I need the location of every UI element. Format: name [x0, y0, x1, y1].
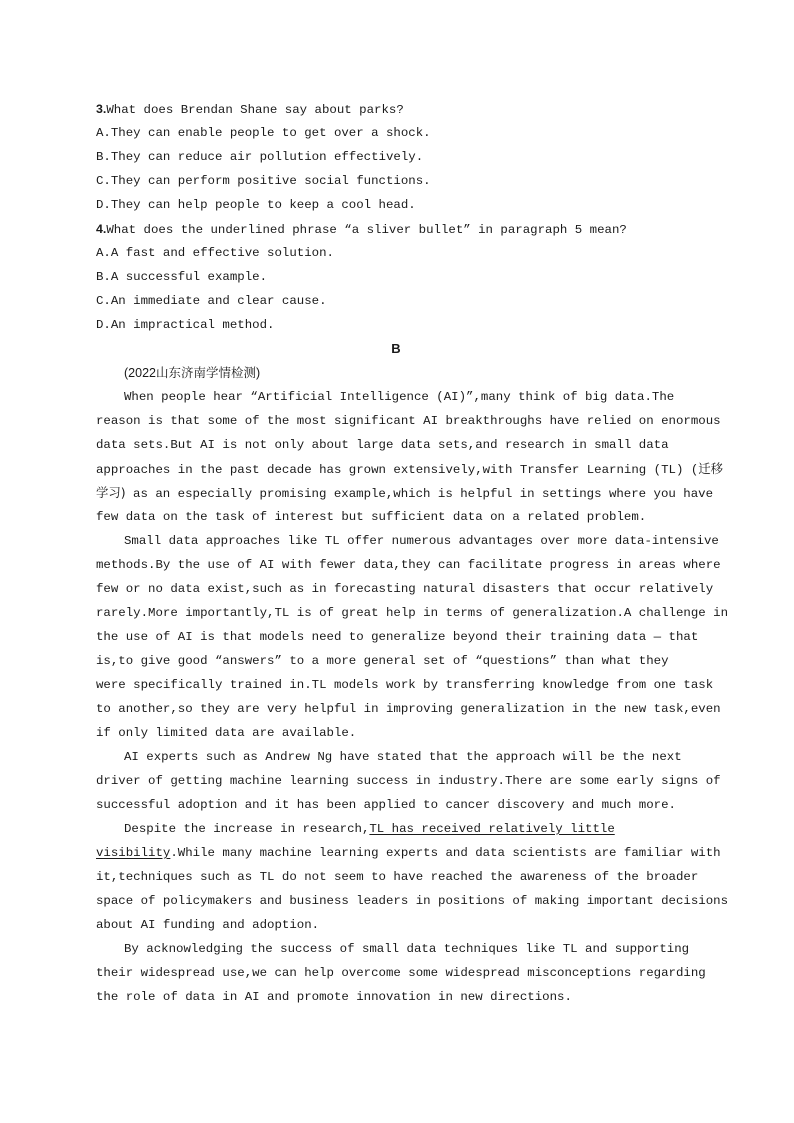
question-4-option-d: D.An impractical method.	[96, 318, 275, 332]
paragraph-line: about AI funding and adoption.	[96, 918, 320, 932]
paragraph-line: When people hear “Artificial Intelligence (AI)”,many think of big data.The	[124, 390, 675, 404]
paragraph-line: approaches in the past decade has grown extensively,with Transfer Learning (TL) (迁移	[96, 461, 724, 477]
chinese-gloss: 迁移	[698, 461, 724, 476]
paragraph-line: their widespread use,we can help overcome some widespread misconceptions regarding	[96, 966, 706, 980]
question-number: 4.	[96, 222, 107, 236]
underlined-phrase: TL has received relatively little	[369, 822, 615, 836]
paragraph-line: visibility.While many machine learning experts and data scientists are familiar with	[96, 846, 721, 860]
paragraph-line: few data on the task of interest but sufficient data on a related problem.	[96, 510, 647, 524]
chinese-gloss: 学习)	[96, 485, 126, 500]
paragraph-line: is,to give good “answers” to a more general set of “questions” than what they	[96, 654, 669, 668]
question-4-option-c: C.An immediate and clear cause.	[96, 294, 327, 308]
paragraph-line: Despite the increase in research,TL has received relatively little	[124, 822, 615, 836]
paragraph-1	[96, 385, 724, 529]
paragraph-line: Small data approaches like TL offer numerous advantages over more data-intensive	[124, 534, 719, 548]
question-3-option-b: B.They can reduce air pollution effectively.	[96, 150, 424, 164]
paragraph-line: if only limited data are available.	[96, 726, 357, 740]
paragraph-line: to another,so they are very helpful in improving generalization in the new task,even	[96, 702, 721, 716]
paragraph-line: successful adoption and it has been applied to cancer discovery and much more.	[96, 798, 676, 812]
question-4-option-a: A.A fast and effective solution.	[96, 246, 334, 260]
question-4-stem: 4.What does the underlined phrase “a sliver bullet” in paragraph 5 mean?	[96, 222, 627, 237]
paragraph-line: rarely.More importantly,TL is of great help in terms of generalization.A challenge in	[96, 606, 729, 620]
exam-page	[96, 97, 729, 1009]
paragraph-line: AI experts such as Andrew Ng have stated that the approach will be the next	[124, 750, 682, 764]
question-3-option-a: A.They can enable people to get over a shock.	[96, 126, 431, 140]
question-number: 3.	[96, 102, 107, 116]
section-letter: B	[391, 341, 401, 356]
paragraph-4	[96, 817, 729, 937]
paragraph-line: the role of data in AI and promote innovation in new directions.	[96, 990, 572, 1004]
paragraph-line: methods.By the use of AI with fewer data,they can facilitate progress in areas where	[96, 558, 721, 572]
question-3-stem: 3.What does Brendan Shane say about parks?	[96, 102, 404, 117]
paragraph-line: reason is that some of the most significant AI breakthroughs have relied on enormous	[96, 414, 721, 428]
paragraph-line: driver of getting machine learning success in industry.There are some early signs of	[96, 774, 721, 788]
paragraph-line: few or no data exist,such as in forecasting natural disasters that occur relatively	[96, 582, 714, 596]
paragraph-line: space of policymakers and business leaders in positions of making important decisions	[96, 894, 729, 908]
paragraph-line: the use of AI is that models need to generalize beyond their training data — that	[96, 630, 699, 644]
paragraph-line: were specifically trained in.TL models work by transferring knowledge from one task	[96, 678, 714, 692]
question-3-option-c: C.They can perform positive social functions.	[96, 174, 431, 188]
paragraph-line: By acknowledging the success of small data techniques like TL and supporting	[124, 942, 690, 956]
question-3-option-d: D.They can help people to keep a cool head.	[96, 198, 416, 212]
paragraph-line: 学习) as an especially promising example,which is helpful in settings where you have	[96, 485, 714, 501]
paragraph-2	[96, 529, 729, 745]
underlined-phrase: visibility	[96, 846, 171, 860]
paragraph-line: it,techniques such as TL do not seem to have reached the awareness of the broader	[96, 870, 699, 884]
passage-source: (2022山东济南学情检测)	[124, 366, 261, 380]
paragraph-3	[96, 745, 721, 817]
paragraph-line: data sets.But AI is not only about large data sets,and research in small data	[96, 438, 669, 452]
question-4-option-b: B.A successful example.	[96, 270, 268, 284]
paragraph-5	[96, 937, 706, 1009]
